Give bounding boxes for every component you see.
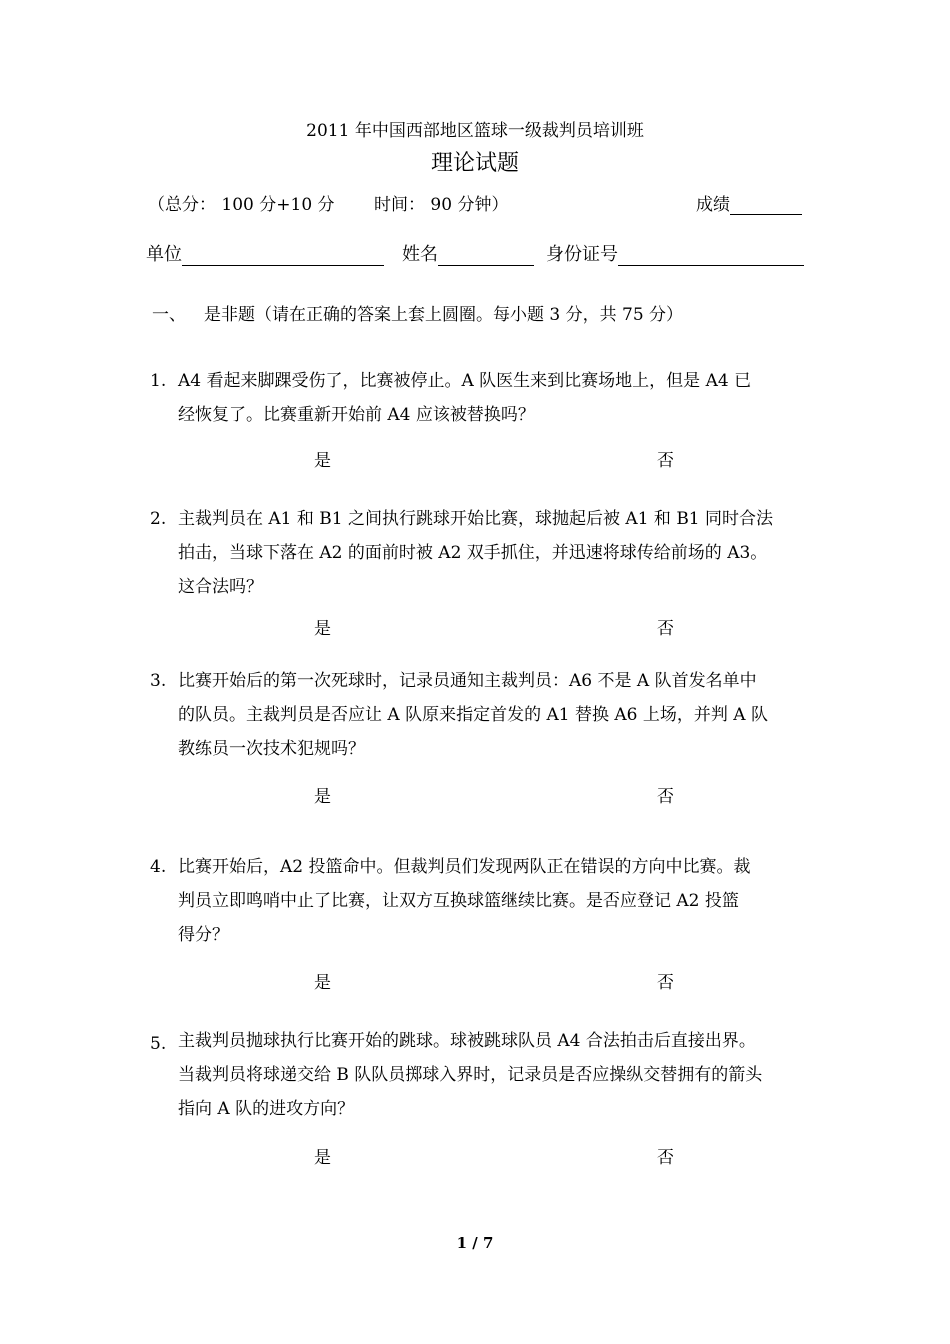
question-line: 比赛开始后的第一次死球时，记录员通知主裁判员：A6 不是 A 队首发名单中: [178, 671, 757, 691]
question-number: 4.: [150, 857, 167, 877]
question-line: 得分？: [178, 925, 229, 945]
question-line: 的队员。主裁判员是否应让 A 队原来指定首发的 A1 替换 A6 上场，并判 A 队: [178, 705, 768, 725]
answer-no-5[interactable]: 否: [657, 1148, 674, 1168]
unit-label: 单位: [146, 244, 182, 265]
exam-subtitle: 2011 年中国西部地区篮球一级裁判员培训班: [306, 121, 644, 141]
section-heading: [152, 300, 683, 325]
answer-yes-5[interactable]: 是: [314, 1148, 331, 1168]
name-blank[interactable]: [438, 247, 534, 266]
question-text: [178, 664, 810, 766]
score-field[interactable]: [696, 190, 802, 215]
id-number-field[interactable]: [546, 240, 804, 266]
question-line: 主裁判员抛球执行比赛开始的跳球。球被跳球队员 A4 合法拍击后直接出界。: [178, 1031, 756, 1051]
question-line: 经恢复了。比赛重新开始前 A4 应该被替换吗？: [178, 405, 535, 425]
question-line: 教练员一次技术犯规吗？: [178, 739, 365, 759]
question-line: 判员立即鸣哨中止了比赛，让双方互换球篮继续比赛。是否应登记 A2 投篮: [178, 891, 739, 911]
answer-yes-3[interactable]: 是: [314, 787, 331, 807]
question-number: 3.: [150, 671, 167, 691]
question-2: [150, 502, 810, 604]
page-number: 1 / 7: [456, 1234, 494, 1252]
question-line: 这合法吗？: [178, 577, 263, 597]
answer-yes-1[interactable]: 是: [314, 451, 331, 471]
total-score-info: （总分： 100 分+10 分: [148, 195, 335, 215]
question-line: 指向 A 队的进攻方向？: [178, 1099, 355, 1119]
answer-no-1[interactable]: 否: [657, 451, 674, 471]
section-number: 一、: [152, 305, 186, 325]
answer-yes-2[interactable]: 是: [314, 619, 331, 639]
question-line: 主裁判员在 A1 和 B1 之间执行跳球开始比赛，球抛起后被 A1 和 B1 同时合法: [178, 509, 774, 529]
time-info: 时间： 90 分钟）: [374, 195, 509, 215]
question-4: [150, 850, 810, 952]
question-text: [178, 850, 810, 952]
question-number: 5.: [150, 1034, 167, 1054]
answer-no-2[interactable]: 否: [657, 619, 674, 639]
section-title: 是非题（请在正确的答案上套上圆圈。每小题 3 分，共 75 分）: [204, 305, 684, 325]
question-1: [150, 364, 810, 432]
answer-yes-4[interactable]: 是: [314, 973, 331, 993]
exam-title: 理论试题: [430, 151, 519, 176]
question-line: 拍击，当球下落在 A2 的面前时被 A2 双手抓住，并迅速将球传给前场的 A3。: [178, 543, 768, 563]
question-line: A4 看起来脚踝受伤了，比赛被停止。A 队医生来到比赛场地上，但是 A4 已: [178, 371, 752, 391]
question-5: [150, 1024, 810, 1126]
unit-field[interactable]: [146, 240, 384, 266]
name-label: 姓名: [402, 244, 438, 265]
id-number-blank[interactable]: [618, 247, 804, 266]
answer-no-3[interactable]: 否: [657, 787, 674, 807]
question-number: 2.: [150, 509, 167, 529]
question-3: [150, 664, 810, 766]
answer-no-4[interactable]: 否: [657, 973, 674, 993]
score-blank[interactable]: [730, 196, 802, 215]
name-field[interactable]: [402, 240, 534, 266]
question-text: [178, 1024, 810, 1126]
question-number: 1.: [150, 371, 167, 391]
score-label: 成绩: [696, 195, 730, 215]
question-line: 比赛开始后，A2 投篮命中。但裁判员们发现两队正在错误的方向中比赛。裁: [178, 857, 751, 877]
unit-blank[interactable]: [182, 247, 384, 266]
question-text: [178, 364, 810, 432]
id-number-label: 身份证号: [546, 244, 618, 265]
info-row: [148, 190, 808, 216]
question-text: [178, 502, 810, 604]
identity-row: [146, 240, 810, 266]
question-line: 当裁判员将球递交给 B 队队员掷球入界时，记录员是否应操纵交替拥有的箭头: [178, 1065, 763, 1085]
